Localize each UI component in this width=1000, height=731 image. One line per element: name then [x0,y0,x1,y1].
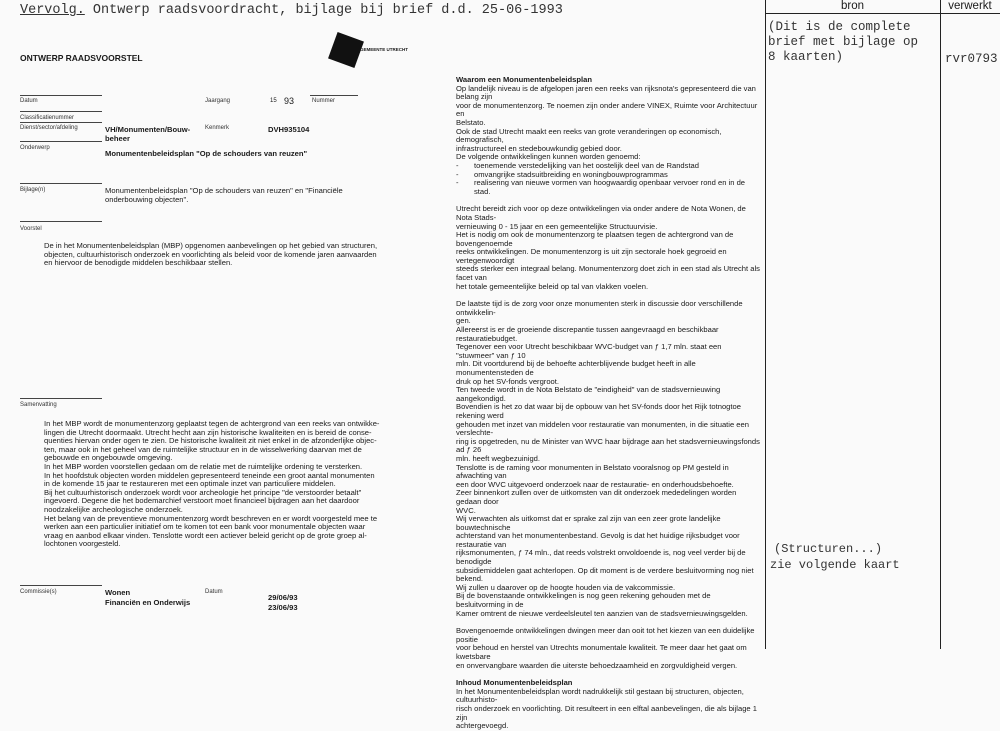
text-line: Ook de stad Utrecht maakt een reeks van grote veranderingen op economisch, demografisch, [456,126,722,145]
samenvatting-line: gebouwde en ongebouwde omgeving. [44,453,173,463]
section-heading: Waarom een Monumentenbeleidsplan [456,75,593,84]
rule [20,585,102,586]
bijlage-line: onderbouwing objecten". [105,194,189,204]
classificatie-label: Classificatienummer [20,115,75,121]
rule [20,141,102,142]
text-line: mln. heeft wegbezuinigd. [456,453,541,463]
logo-text: GEMEENTE UTRECHT [360,47,409,52]
text-line: Bovendien is het zo dat waar bij de opbouw van het SV-fonds door het Rijk totnogtoe rekening werd [456,402,741,420]
rule [20,221,102,222]
text-line: De laatste tijd is de zorg voor onze monumenten sterk in discussie door verschillende ontwikkelin- [456,299,743,317]
text-line: Op landelijk niveau is de afgelopen jaren een reeks van rijksnota's gepresenteerd die van belang zijn [456,83,756,102]
samenvatting-label: Samenvatting [20,402,57,408]
continued-note [770,541,900,573]
samenvatting-text [44,420,444,549]
continued-line: (Structuren...) [774,542,883,556]
voorstel-label: Voorstel [20,226,42,232]
text-line: gehouden met inzet van middelen voor restauratie van monumenten, in die situatie een verslechte- [456,419,749,438]
jaargang-day: 15 [270,98,277,104]
samenvatting-line: quenties hiervan onder ogen te zien. De historische kwaliteit zit niet enkel in de afzonderlijke objec- [44,436,377,446]
dienst-value [105,125,190,143]
text-line: steeds sterker een integraal belang. Monumentenzorg doet zich in een stad als Utrecht als facet van [456,264,760,283]
jaargang-year: 93 [284,96,295,106]
nummer-label: Nummer [312,98,336,104]
samenvatting-line: In het hoofdstuk objecten worden middelen gepresenteerd teneinde een groot aantal monumenten [44,470,375,480]
datum2-values [268,593,298,612]
bijlage-label: Bijlage(n) [20,187,46,193]
text-line: achtergevoegd. [456,721,509,731]
text-line: een door WVC uitgevoerd onderzoek naar de restauratie- en onderhoudsbehoefte. [456,479,734,489]
bijlage-line: Monumentenbeleidsplan "Op de schouders van reuzen" en "Financiële [105,186,343,195]
samenvatting-line: in de komende 15 jaar te restaureren met een optimale inzet van particuliere middelen. [44,479,336,489]
text-line: Wij zullen u daarover op de hoogte houden via de vakcommissie. [456,582,676,592]
text-line: Utrecht bereidt zich voor op deze ontwikkelingen via onder andere de Nota Wonen, de Nota Stads- [456,204,746,222]
utrecht-logo-icon [328,32,364,68]
text-line: mln. Dit voortdurend bij de behoefte achterblijvende budget heeft in alle monumentensteden de [456,359,696,377]
samenvatting-line: werken aan een particulier initiatief om te komen tot een bank voor monumentale objecten waar [44,522,366,532]
commissie-value: Financiën en Onderwijs [105,597,191,607]
rule [20,398,102,399]
text-line: Tegenover een voor Utrecht beschikbaar WVC-budget van ƒ 1,7 mln. staat een "stuwmeer" van ƒ 10 [456,342,722,360]
margin-divider-left [765,0,766,649]
datum2-label: Datum [205,589,223,595]
margin-header-rule [765,13,1000,14]
section-heading: Inhoud Monumentenbeleidsplan [456,678,573,688]
text-line: infrastructureel en stedebouwkundig gebied door. [456,143,622,153]
datum2-value: 29/06/93 [268,593,298,602]
text-line: gen. [456,316,471,326]
datum2-value: 23/06/93 [268,602,298,612]
samenvatting-line: lochtonen voorgesteld. [44,539,121,549]
text-line: rijksmonumenten, ƒ 74 mln., dat reeds volstrekt onvoldoende is, nog veel verder bij de benodigde [456,548,746,567]
page-header [20,3,563,18]
margin-note-line: 8 kaarten) [768,50,844,64]
kenmerk-label: Kenmerk [205,125,230,131]
text-line: De volgende ontwikkelingen kunnen worden genoemd: [456,152,641,162]
datum-label: Datum [20,98,38,104]
col-bron-header: bron [840,0,865,12]
onderwerp-label: Onderwerp [20,145,50,151]
list-item: - omvangrijke stadsuitbreiding en woningbouwprogrammas [456,171,761,180]
samenvatting-line: In het MBP worden voorstellen gedaan om de relatie met de ruimtelijke ordening te versterken. [44,461,363,471]
col-verwerkt-header: verwerkt [948,0,992,12]
bijlage-value [105,187,435,204]
list-item: - realisering van nieuwe vormen van hoogwaardig openbaar vervoer rond en in de stad. [456,179,761,196]
archive-code: rvr0793 [945,52,998,66]
text-line: WVC. [456,505,476,515]
text-line: Bovengenoemde ontwikkelingen dwingen meer dan ooit tot het kiezen van een duidelijke positie [456,626,755,644]
commissie-values [105,588,190,607]
rule [20,95,102,96]
text-line: Zeer binnenkort zullen over de uitkomsten van dit onderzoek mededelingen worden gedaan door [456,488,737,506]
samenvatting-line: vraag en aanbod elkaar vinden. Tenslotte wordt een actiever beleid gericht op de grote groep al- [44,530,367,540]
margin-note [768,20,918,65]
paragraph [456,85,761,162]
text-line: Kamer omtrent de nieuwe verdeelsleutel ten aanzien van de stadsvernieuwingsgelden. [456,608,748,618]
text-line: Tenslotte is de raming voor monumenten in Belstato vooralsnog op PM gesteld in afwachting van [456,462,729,481]
samenvatting-line: In het MBP wordt de monumentenzorg geplaatst tegen de achtergrond van een reeks van ontwikke- [44,419,380,428]
right-column [456,76,761,731]
onderwerp-value: Monumentenbeleidsplan "Op de schouders van reuzen" [105,149,308,158]
doc-title: ONTWERP RAADSVOORSTEL [20,53,143,63]
text-line: Belstato. [456,117,486,127]
samenvatting-line: ten, maar ook in het geheel van de ruimtelijke structuur en in de wisselwerking daarvan met de [44,444,362,454]
commissie-label: Commissie(s) [20,589,57,595]
voorstel-line: De in het Monumentenbeleidsplan (MBP) opgenomen aanbevelingen op het gebied van structuren, [44,241,378,250]
text-line: voor de monumentenzorg. Te noemen zijn onder andere VINEX, Ruimte voor Architectuur en [456,100,758,119]
paragraph [456,300,761,618]
rule [20,111,102,112]
text-line: achterstand van het monumentenbestand. Gevolg is dat het huidige rijksbudget voor restauratie van [456,531,740,549]
dienst-label: Dienst/sector/afdeling [20,125,78,131]
text-line: risch onderzoek en voorlichting. Dit resulteert in een elftal aanbevelingen, die als bijlage 1 zijn [456,703,757,722]
margin-note-line: (Dit is de complete [768,20,911,34]
development-list [456,162,761,196]
text-line: druk op het SV-fonds vergroot. [456,376,559,386]
voorstel-text [44,242,444,268]
vervolg-label: Vervolg. [20,3,85,18]
text-line: subsidiemiddelen gaat achterlopen. Op dit moment is de verdere besluitvorming nog niet bekend. [456,565,754,584]
margin-divider-right [940,0,941,649]
text-line: Ten tweede wordt in de Nota Belstato de "eindigheid" van de stadsvernieuwing aangekondigd. [456,385,721,403]
text-line: Wij verwachten als uitkomst dat er sprake zal zijn van een zeer grote landelijke bouwtechnische [456,514,721,532]
samenvatting-line: Bij het cultuurhistorisch onderzoek wordt voor archeologie het principe "de verstoorder betaalt" [44,487,362,497]
kenmerk-value: DVH935104 [268,125,310,134]
text-line: en onvervangbare waarden die uiterste behoedzaamheid en zorgvuldigheid vergen. [456,660,738,670]
samenvatting-line: ingevoerd. Degene die het bodemarchief verstoort moet financieel bijdragen aan het daardoor [44,496,360,506]
samenvatting-line: noodzakelijke archeologische onderzoek. [44,504,183,514]
margin-note-line: brief met bijlage op [768,35,919,49]
rule [20,122,102,123]
text-line: reeks ontwikkelingen. De monumentenzorg is uit zijn sectorale hoek gegroeid en vertegenwoordigt [456,247,727,265]
commissie-value: Wonen [105,588,131,597]
voorstel-line: objecten, cultuurhistorisch onderzoek en voorlichting als beleid voor de komende jaren aanvaarden [44,249,377,259]
rule [20,183,102,184]
text-line: ring is opgetreden, nu de Minister van WVC haar bijdrage aan het stadsvernieuwingsfonds ad ƒ 26 [456,436,760,455]
paragraph [456,688,761,731]
samenvatting-line: lingen die Utrecht doormaakt. Utrecht hecht aan zijn historische kwaliteiten en is bereid de conse- [44,427,372,437]
text-line: In het Monumentenbeleidsplan wordt nadrukkelijk stil gestaan bij structuren, objecten, cultuurhisto- [456,686,744,705]
header-title: Ontwerp raadsvoordracht, bijlage bij brief d.d. 25-06-1993 [84,3,563,18]
dienst-line: VH/Monumenten/Bouw- [105,125,191,134]
paragraph [456,205,761,291]
text-line: voor behoud en herstel van Utrechts monumentale kwaliteit. Te meer daar het gaat om kwetsbare [456,643,747,661]
jaargang-label: Jaargang [205,98,231,104]
text-line: Allereerst is er de groeiende discrepantie tussen aangevraagd en beschikbaar restauratiebudget. [456,325,719,343]
dienst-line: beheer [105,134,130,143]
samenvatting-line: Het belang van de preventieve monumentenzorg wordt beschreven en er wordt voorgesteld mee te [44,513,378,523]
list-item: - toenemende verstedelijking van het oostelijk deel van de Randstad [456,162,761,171]
text-line: het totale gemeentelijke beleid op tal van vlakken voelen. [456,281,649,291]
voorstel-line: en hiervoor de benodigde middelen beschikbaar stellen. [44,258,233,268]
rule [310,95,358,96]
continued-line: zie volgende kaart [770,558,900,572]
text-line: Het is nodig om ook de monumentenzorg te plaatsen tegen de achtergrond van de bovengenoemde [456,230,734,248]
text-line: Bij de bovenstaande ontwikkelingen is nog geen rekening gehouden met de besluitvorming in de [456,591,711,610]
text-line: vernieuwing 0 - 15 jaar en een gemeentelijke Structuurvisie. [456,221,658,231]
